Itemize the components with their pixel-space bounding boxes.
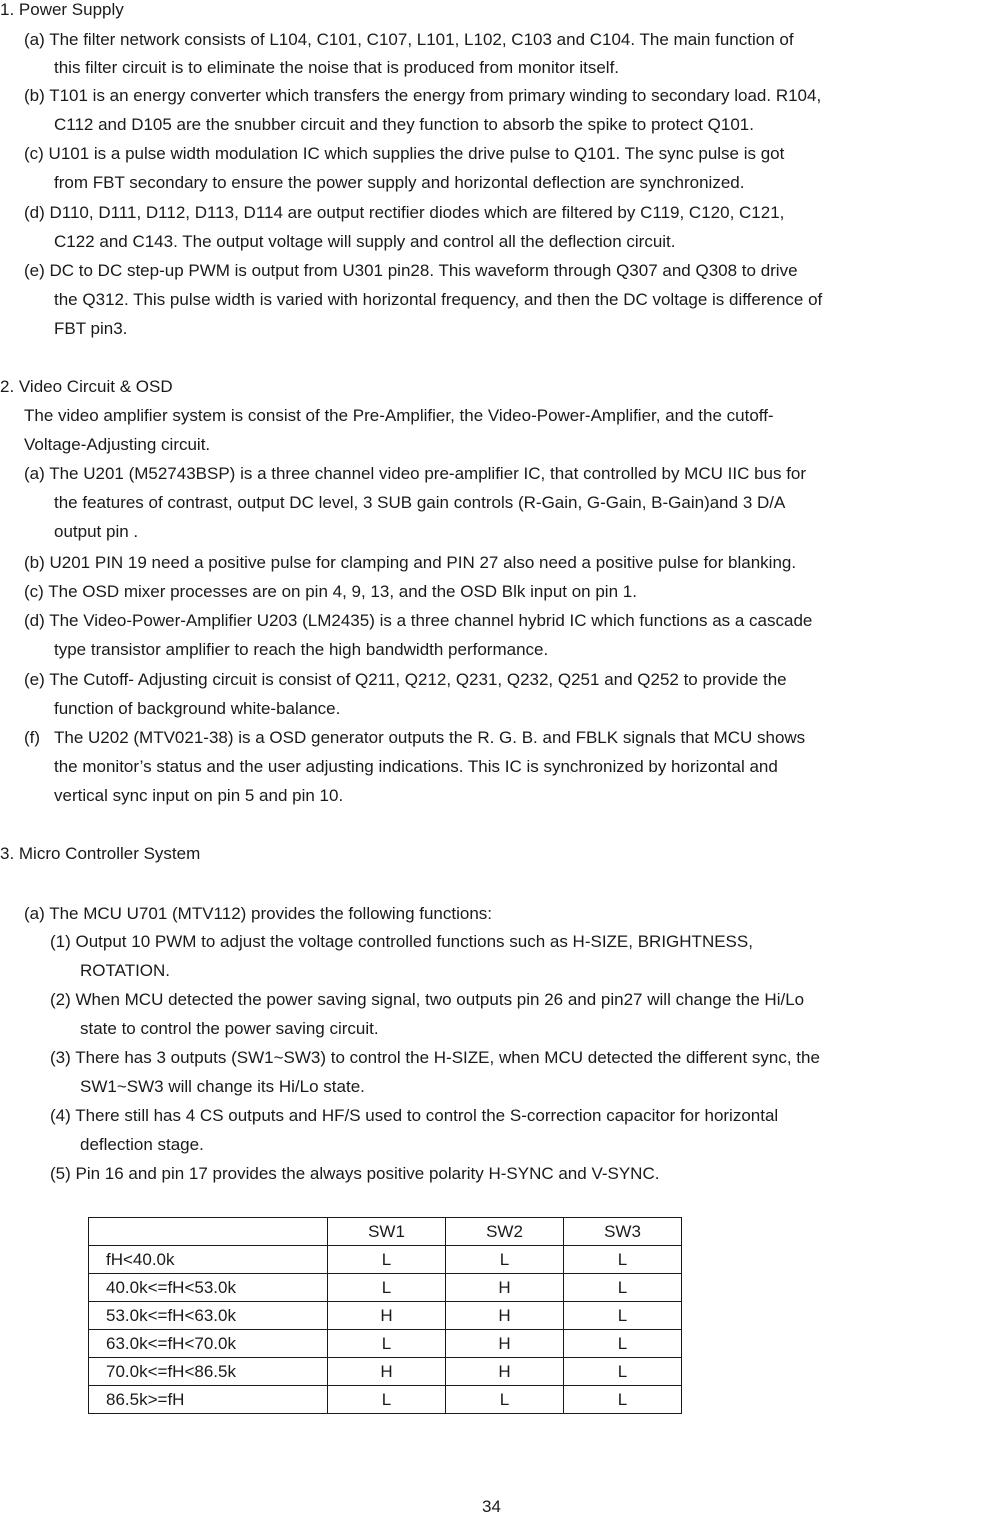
- video-item-f-line1: The U202 (MTV021-38) is a OSD generator outputs the R. G. B. and FBLK signals that MCU shows: [54, 728, 806, 747]
- table-cell: H: [328, 1302, 446, 1330]
- power-item-a-line1: (a) The filter network consists of L104, C101, C107, L101, L102, C103 and C104. The main function of: [24, 30, 794, 49]
- table-header-cell: SW1: [328, 1218, 446, 1246]
- table-header-cell: SW2: [446, 1218, 564, 1246]
- table-cell: H: [446, 1274, 564, 1302]
- video-item-a-line1: (a) The U201 (M52743BSP) is a three channel video pre-amplifier IC, that controlled by MCU IIC bus for: [24, 464, 807, 483]
- mcu-sub-2-line2: state to control the power saving circuit.: [80, 1019, 379, 1038]
- power-item-e-line1: (e) DC to DC step-up PWM is output from U301 pin28. This waveform through Q307 and Q308 to drive: [24, 261, 798, 280]
- table-header-row: [89, 1218, 682, 1246]
- table-cell: L: [564, 1330, 682, 1358]
- table-cell: H: [328, 1358, 446, 1386]
- video-item-a-line2: the features of contrast, output DC level, 3 SUB gain controls (R-Gain, G-Gain, B-Gain)and 3 D/A: [54, 493, 786, 512]
- power-item-b-line1: (b) T101 is an energy converter which transfers the energy from primary winding to secondary load. R104,: [24, 86, 822, 105]
- table-row: [89, 1330, 682, 1358]
- video-item-e-line1: (e) The Cutoff- Adjusting circuit is consist of Q211, Q212, Q231, Q232, Q251 and Q252 to provide the: [24, 670, 787, 689]
- table-cell: L: [328, 1386, 446, 1414]
- page-number: 34: [482, 1497, 501, 1516]
- table-cell-range: 53.0k<=fH<63.0k: [89, 1302, 328, 1330]
- section-1-title: 1. Power Supply: [0, 0, 124, 19]
- video-intro-line2: Voltage-Adjusting circuit.: [24, 435, 211, 454]
- video-item-c-line1: (c) The OSD mixer processes are on pin 4, 9, 13, and the OSD Blk input on pin 1.: [24, 582, 637, 601]
- section-2-title: 2. Video Circuit & OSD: [0, 377, 173, 396]
- table-cell: L: [328, 1274, 446, 1302]
- sw-state-table: [88, 1217, 682, 1414]
- table-row: [89, 1386, 682, 1414]
- table-header-cell: [89, 1218, 328, 1246]
- table-row: [89, 1358, 682, 1386]
- table-cell: L: [564, 1358, 682, 1386]
- mcu-sub-1-line1: (1) Output 10 PWM to adjust the voltage controlled functions such as H-SIZE, BRIGHTNESS,: [50, 932, 753, 951]
- table-cell: H: [446, 1302, 564, 1330]
- power-item-d-line2: C122 and C143. The output voltage will supply and control all the deflection circuit.: [54, 232, 676, 251]
- video-item-b-line1: (b) U201 PIN 19 need a positive pulse for clamping and PIN 27 also need a positive pulse for blanking.: [24, 553, 797, 572]
- table-cell: H: [446, 1330, 564, 1358]
- section-3-title: 3. Micro Controller System: [0, 844, 201, 863]
- power-item-d-line1: (d) D110, D111, D112, D113, D114 are output rectifier diodes which are filtered by C119, C120, C121,: [24, 203, 785, 222]
- power-item-b-line2: C112 and D105 are the snubber circuit and they function to absorb the spike to protect Q101.: [54, 115, 754, 134]
- video-item-f-line3: vertical sync input on pin 5 and pin 10.: [54, 786, 344, 805]
- video-item-f-label: (f): [24, 728, 41, 747]
- table-cell-range: 63.0k<=fH<70.0k: [89, 1330, 328, 1358]
- power-item-c-line1: (c) U101 is a pulse width modulation IC which supplies the drive pulse to Q101. The sync pulse is got: [24, 144, 785, 163]
- power-item-a-line2: this filter circuit is to eliminate the noise that is produced from monitor itself.: [54, 58, 620, 77]
- table-cell: L: [328, 1330, 446, 1358]
- table-cell-range: fH<40.0k: [89, 1246, 328, 1274]
- mcu-sub-4-line1: (4) There still has 4 CS outputs and HF/S used to control the S-correction capacitor for horizontal: [50, 1106, 779, 1125]
- video-intro-line1: The video amplifier system is consist of the Pre-Amplifier, the Video-Power-Amplifier, and the cutoff-: [24, 406, 774, 425]
- mcu-item-a-line1: (a) The MCU U701 (MTV112) provides the following functions:: [24, 904, 493, 923]
- table-cell: H: [446, 1358, 564, 1386]
- table-cell: L: [328, 1246, 446, 1274]
- table-cell: L: [564, 1246, 682, 1274]
- video-item-d-line2: type transistor amplifier to reach the high bandwidth performance.: [54, 640, 549, 659]
- video-item-f-line2: the monitor’s status and the user adjusting indications. This IC is synchronized by horizontal and: [54, 757, 778, 776]
- table-header-cell: SW3: [564, 1218, 682, 1246]
- table-cell-range: 40.0k<=fH<53.0k: [89, 1274, 328, 1302]
- mcu-sub-4-line2: deflection stage.: [80, 1135, 204, 1154]
- table-cell-range: 70.0k<=fH<86.5k: [89, 1358, 328, 1386]
- table-cell: L: [564, 1274, 682, 1302]
- mcu-sub-1-line2: ROTATION.: [80, 961, 171, 980]
- table-row: [89, 1246, 682, 1274]
- table-cell-range: 86.5k>=fH: [89, 1386, 328, 1414]
- table-row: [89, 1274, 682, 1302]
- mcu-sub-3-line2: SW1~SW3 will change its Hi/Lo state.: [80, 1077, 365, 1096]
- table-cell: L: [564, 1302, 682, 1330]
- mcu-sub-2-line1: (2) When MCU detected the power saving signal, two outputs pin 26 and pin27 will change the Hi/Lo: [50, 990, 805, 1009]
- table-cell: L: [446, 1246, 564, 1274]
- mcu-sub-5-line1: (5) Pin 16 and pin 17 provides the always positive polarity H-SYNC and V-SYNC.: [50, 1164, 660, 1183]
- video-item-e-line2: function of background white-balance.: [54, 699, 341, 718]
- table-cell: L: [564, 1386, 682, 1414]
- power-item-c-line2: from FBT secondary to ensure the power supply and horizontal deflection are synchronized.: [54, 173, 745, 192]
- video-item-d-line1: (d) The Video-Power-Amplifier U203 (LM2435) is a three channel hybrid IC which functions as a cascade: [24, 611, 813, 630]
- mcu-sub-3-line1: (3) There has 3 outputs (SW1~SW3) to control the H-SIZE, when MCU detected the different sync, the: [50, 1048, 820, 1067]
- power-item-e-line2: the Q312. This pulse width is varied with horizontal frequency, and then the DC voltage is difference of: [54, 290, 823, 309]
- table-cell: L: [446, 1386, 564, 1414]
- video-item-a-line3: output pin .: [54, 522, 139, 541]
- power-item-e-line3: FBT pin3.: [54, 319, 128, 338]
- table-row: [89, 1302, 682, 1330]
